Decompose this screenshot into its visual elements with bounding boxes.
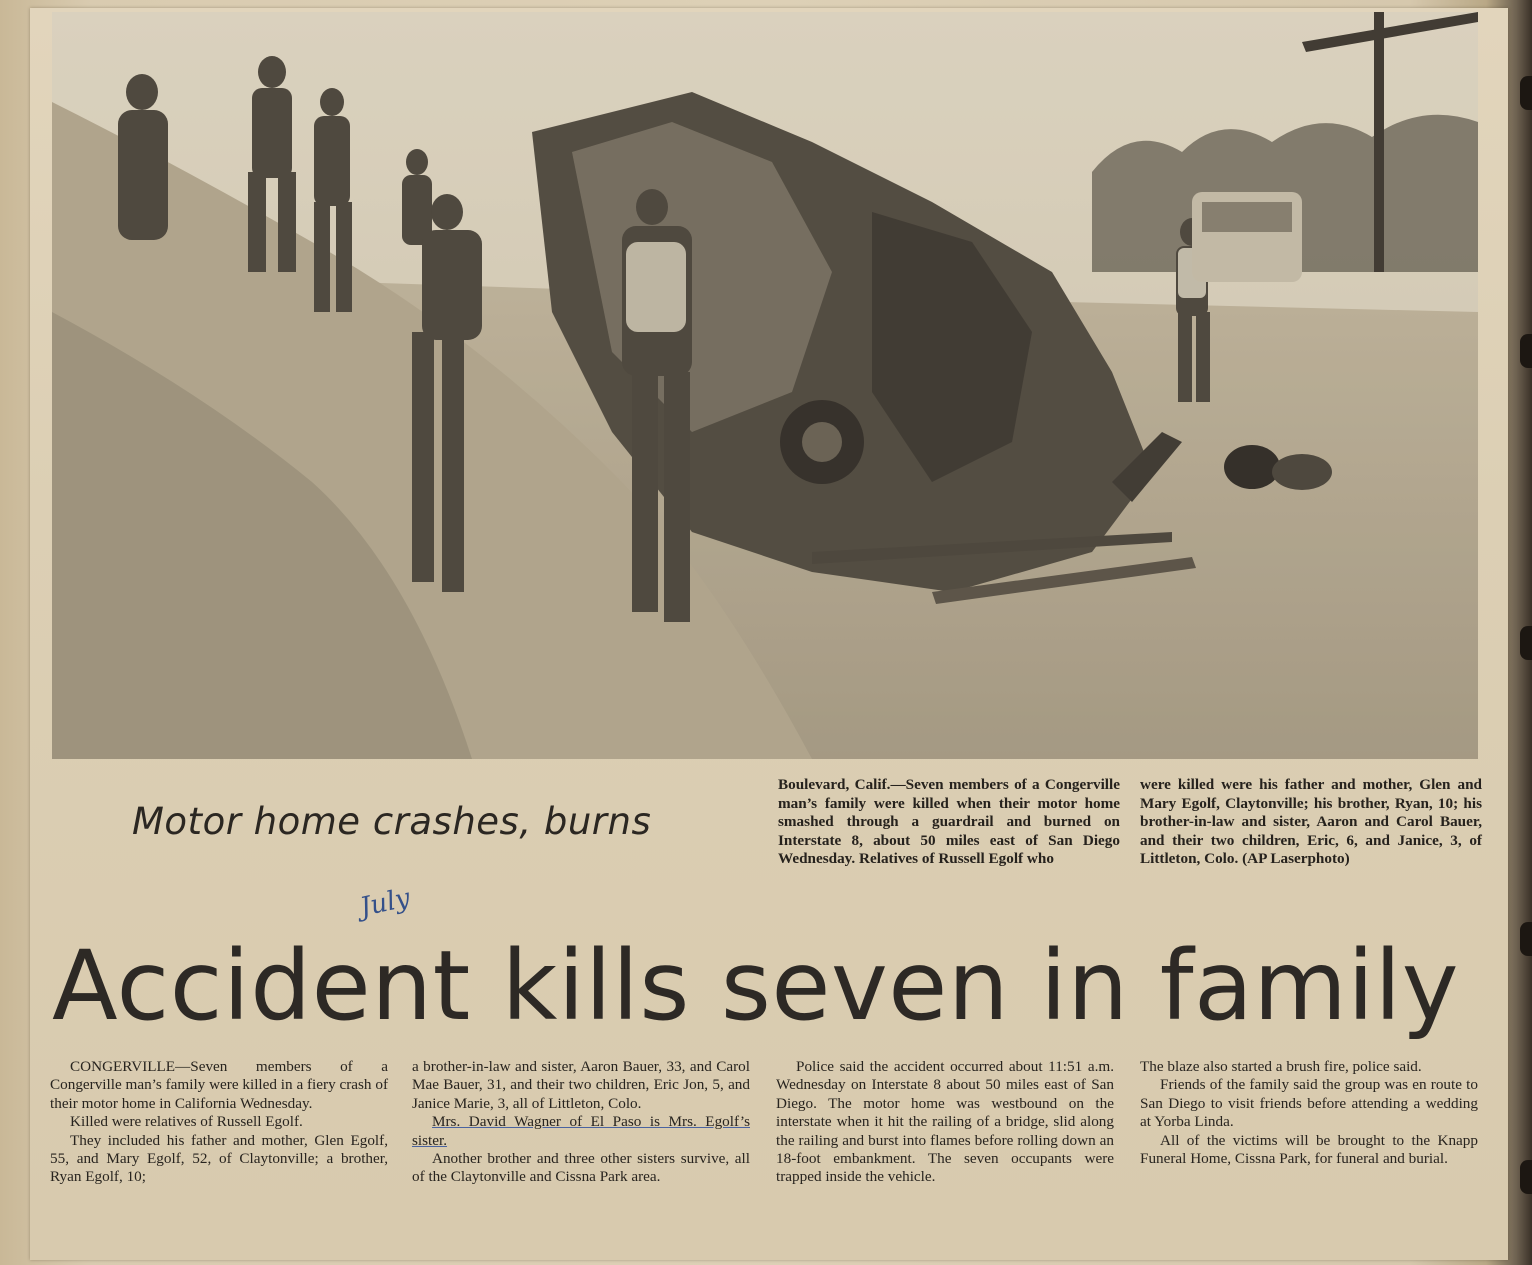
article-paragraph: a brother-in-law and sister, Aaron Bauer, 33, and Carol Mae Bauer, 31, and their two children, Eric Jon, 5, and Janice Marie, 3, all of Littleton, Colo. xyxy=(412,1058,750,1112)
handwritten-note: July xyxy=(357,883,413,923)
binder-hole xyxy=(1520,922,1532,956)
accident-photo xyxy=(52,12,1478,759)
article-paragraph-underlined: Mrs. David Wagner of El Paso is Mrs. Egolf’s sister. xyxy=(412,1113,750,1149)
article-column-4 xyxy=(1140,1058,1478,1168)
accident-photo-graphic xyxy=(52,12,1478,759)
binder-hole xyxy=(1520,334,1532,368)
article-paragraph: CONGERVILLE—Seven members of a Congerville man’s family were killed in a fiery crash of their motor home in California Wednesday. xyxy=(50,1058,388,1112)
photo-caption-col-1: Boulevard, Calif.—Seven members of a Congerville man’s family were killed when their motor home smashed through a guardrail and burned on Interstate 8, about 50 miles east of San Diego Wednesday. Relatives of Russell Egolf who xyxy=(778,776,1120,868)
article-paragraph: The blaze also started a brush fire, police said. xyxy=(1140,1058,1422,1075)
article-paragraph: Another brother and three other sisters survive, all of the Claytonville and Cissna Park area. xyxy=(412,1150,750,1186)
article-paragraph: All of the victims will be brought to the Knapp Funeral Home, Cissna Park, for funeral and burial. xyxy=(1140,1131,1478,1168)
article-paragraph: Police said the accident occurred about 11:51 a.m. Wednesday on Interstate 8 about 50 miles east of San Diego. The motor home was westbound on the interstate when it hit the railing of a bridge, slid along the railing and burst into flames before rolling down an 18-foot embankment. The seven occupants were trapped inside the vehicle. xyxy=(776,1058,1114,1186)
article-column-1 xyxy=(50,1058,388,1187)
article-paragraph: They included his father and mother, Glen Egolf, 55, and Mary Egolf, 52, of Claytonville; a brother, Ryan Egolf, 10; xyxy=(50,1131,388,1186)
article-paragraph: Killed were relatives of Russell Egolf. xyxy=(70,1113,303,1131)
photo-caption-col-2: were killed were his father and mother, Glen and Mary Egolf, Claytonville; his brother, Ryan, 10; his brother-in-law and sister, Aaron and Carol Bauer, and their two children, Eric, 6, and Janice, 3, of Littleton, Colo. (AP Laserphoto) xyxy=(1140,776,1482,868)
binder-hole xyxy=(1520,76,1532,110)
article-paragraph: Friends of the family said the group was en route to San Diego to visit friends before attending a wedding at Yorba Linda. xyxy=(1140,1076,1478,1131)
photo-caption-headline: Motor home crashes, burns xyxy=(132,800,652,843)
binder-hole xyxy=(1520,1160,1532,1194)
article-column-2 xyxy=(412,1058,750,1187)
article-column-3 xyxy=(776,1058,1114,1187)
binder-hole xyxy=(1520,626,1532,660)
article-headline: Accident kills seven in family xyxy=(52,930,1459,1042)
